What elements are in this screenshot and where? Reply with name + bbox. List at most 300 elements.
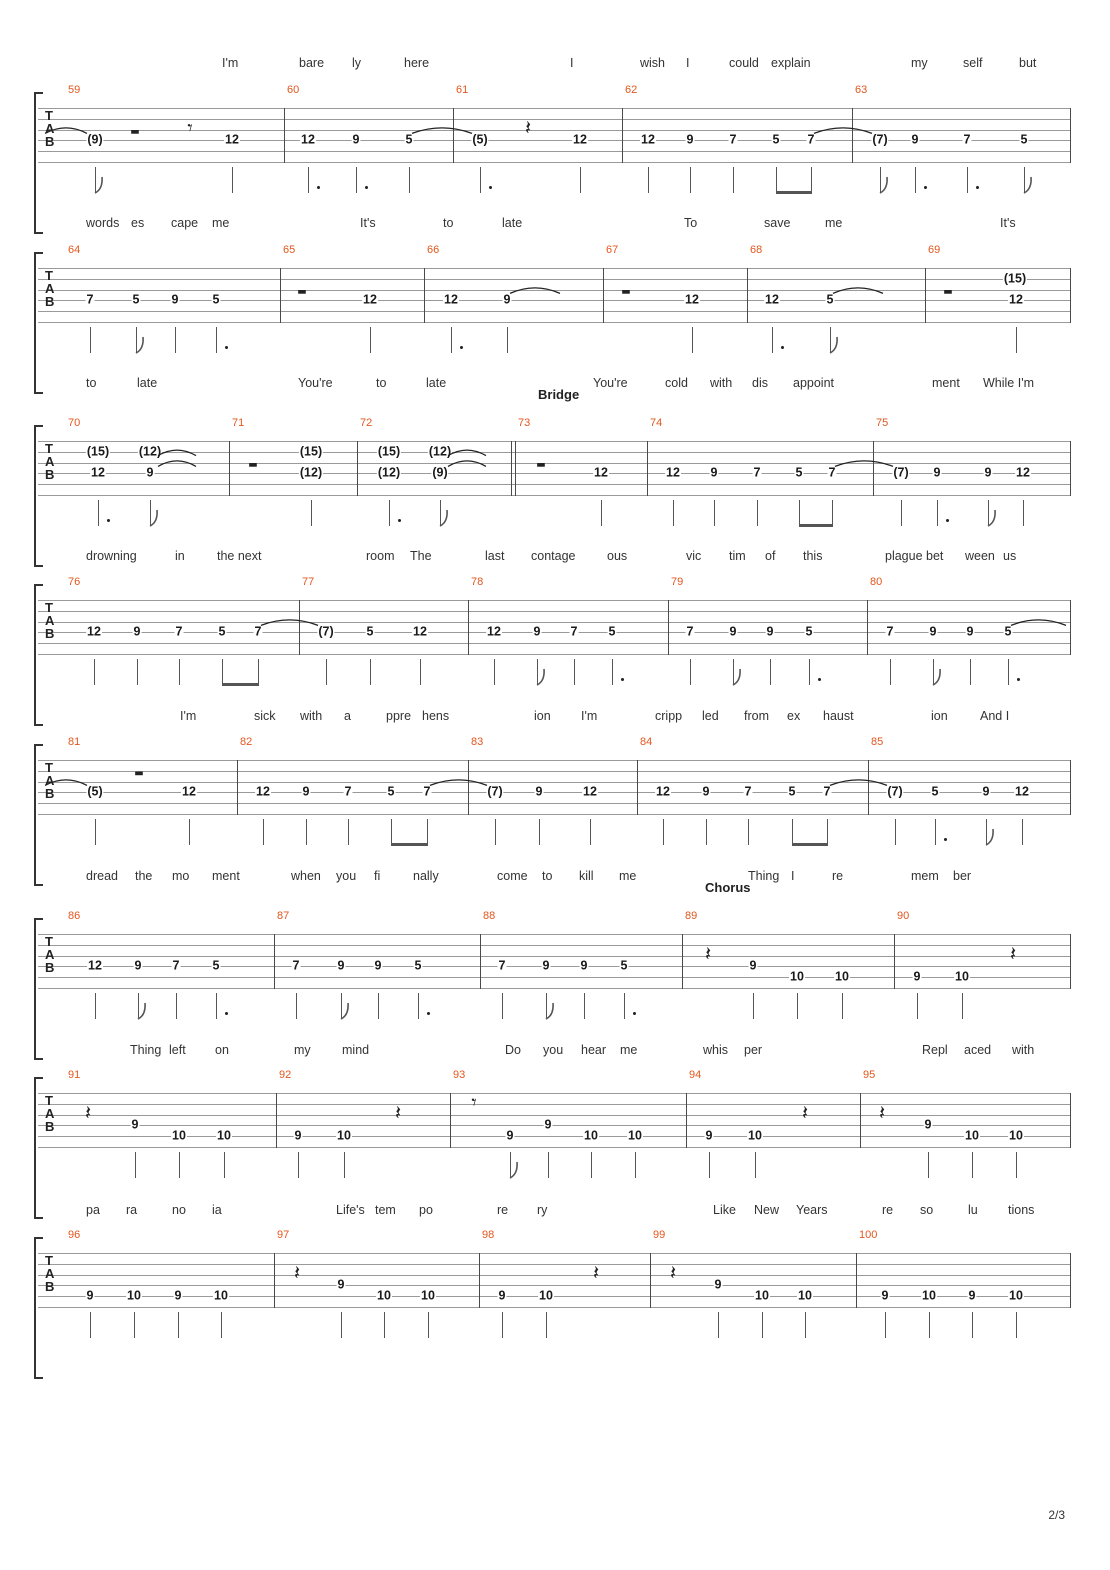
barline xyxy=(237,760,238,815)
fret-number: 10 xyxy=(755,1288,769,1303)
note-stem xyxy=(663,819,664,845)
rhythm-dot xyxy=(225,346,228,349)
note-stem xyxy=(389,500,390,526)
lyric-syllable: us xyxy=(1003,549,1017,563)
note-stem xyxy=(928,1152,929,1178)
lyric-syllable: contage xyxy=(531,549,576,563)
measure-number: 91 xyxy=(68,1069,81,1081)
fret-number: (12) xyxy=(138,444,162,459)
fret-number: 9 xyxy=(86,1288,94,1303)
fret-number: 10 xyxy=(584,1128,598,1143)
fret-number: 7 xyxy=(423,784,431,799)
fret-number: 9 xyxy=(911,132,919,147)
barline xyxy=(856,1253,857,1308)
note-stem xyxy=(308,167,309,193)
lyric-syllable: re xyxy=(497,1203,509,1217)
fret-number: 9 xyxy=(131,1117,139,1132)
measure-number: 74 xyxy=(650,417,663,429)
staff-line xyxy=(38,934,1070,935)
measure-number: 82 xyxy=(240,736,253,748)
rest-symbol: ▬ xyxy=(134,767,144,779)
lyric-syllable: I'm xyxy=(581,709,598,723)
lyric-syllable: you xyxy=(543,1043,564,1057)
lyric-syllable: dis xyxy=(752,376,768,390)
tab-clef-b: B xyxy=(45,960,55,975)
note-stem xyxy=(718,1312,719,1338)
lyric-syllable: of xyxy=(765,549,776,563)
fret-number: 10 xyxy=(798,1288,812,1303)
fret-number: 9 xyxy=(729,624,737,639)
rest-symbol: ▬ xyxy=(943,286,953,298)
note-stem xyxy=(901,500,902,526)
note-stem xyxy=(95,993,96,1019)
note-stem xyxy=(510,1152,511,1178)
lyric-syllable: Do xyxy=(505,1043,521,1057)
system-bracket xyxy=(34,252,43,394)
barline xyxy=(637,760,638,815)
fret-number: 5 xyxy=(212,958,220,973)
barline xyxy=(925,268,926,323)
staff-line xyxy=(38,1104,1070,1105)
staff-line xyxy=(38,130,1070,131)
fret-number: 10 xyxy=(790,969,804,984)
note-stem xyxy=(917,993,918,1019)
fret-number: 10 xyxy=(748,1128,762,1143)
barline xyxy=(284,108,285,163)
fret-number: 9 xyxy=(352,132,360,147)
note-flag xyxy=(537,669,544,685)
staff-line xyxy=(38,945,1070,946)
rhythm-dot xyxy=(781,346,784,349)
fret-number: 9 xyxy=(881,1288,889,1303)
tab-clef-t: T xyxy=(45,934,53,949)
lyric-syllable: I xyxy=(791,869,795,883)
note-stem xyxy=(809,659,810,685)
staff-line xyxy=(38,311,1070,312)
lyric-syllable: New xyxy=(754,1203,780,1217)
note-stem xyxy=(298,1152,299,1178)
barline xyxy=(873,441,874,496)
note-stem xyxy=(136,327,137,353)
measure-number: 62 xyxy=(625,84,638,96)
fret-number: 10 xyxy=(1009,1128,1023,1143)
fret-number: 7 xyxy=(686,624,694,639)
rest-symbol: ▬ xyxy=(248,459,258,471)
note-stem xyxy=(502,1312,503,1338)
fret-number: 12 xyxy=(594,465,608,480)
staff-line xyxy=(38,452,1070,453)
lyric-syllable: my xyxy=(294,1043,311,1057)
note-stem xyxy=(451,327,452,353)
tab-clef-b: B xyxy=(45,467,55,482)
lyric-syllable: aced xyxy=(964,1043,992,1057)
note-flag xyxy=(341,1003,348,1019)
fret-number: 12 xyxy=(413,624,427,639)
fret-number: 7 xyxy=(823,784,831,799)
fret-number: 12 xyxy=(444,292,458,307)
tab-clef-a: A xyxy=(45,1266,55,1281)
staff-line xyxy=(38,1136,1070,1137)
note-stem xyxy=(986,819,987,845)
lyric-syllable: last xyxy=(485,549,505,563)
note-flag xyxy=(150,510,157,526)
fret-number: 5 xyxy=(931,784,939,799)
fret-number: 9 xyxy=(542,958,550,973)
fret-number: (7) xyxy=(872,132,888,147)
fret-number: 10 xyxy=(421,1288,435,1303)
lyric-syllable: While I'm xyxy=(983,376,1035,390)
staff-line xyxy=(38,654,1070,655)
rest-symbol: 𝄽 xyxy=(669,1260,677,1285)
lyric-syllable: this xyxy=(803,549,823,563)
fret-number: 9 xyxy=(134,958,142,973)
note-flag xyxy=(933,669,940,685)
measure-number: 88 xyxy=(483,910,496,922)
fret-number: (5) xyxy=(87,784,103,799)
note-stem xyxy=(733,659,734,685)
tab-clef-b: B xyxy=(45,294,55,309)
staff-line xyxy=(38,1285,1070,1286)
barline xyxy=(622,108,623,163)
barline xyxy=(867,600,868,655)
lyric-syllable: with xyxy=(1012,1043,1035,1057)
note-stem xyxy=(90,327,91,353)
measure-number: 72 xyxy=(360,417,373,429)
barline xyxy=(647,441,648,496)
lyric-syllable: vic xyxy=(686,549,702,563)
barline xyxy=(229,441,230,496)
barline xyxy=(280,268,281,323)
fret-number: (12) xyxy=(299,465,323,480)
note-stem xyxy=(1008,659,1009,685)
measure-number: 100 xyxy=(859,1229,878,1241)
staff-line xyxy=(38,1253,1070,1254)
staff-line xyxy=(38,1296,1070,1297)
note-stem xyxy=(428,1312,429,1338)
section-label: Bridge xyxy=(538,387,580,402)
rest-symbol: 𝄽 xyxy=(592,1260,600,1285)
note-stem xyxy=(179,659,180,685)
fret-number: 9 xyxy=(302,784,310,799)
system-bracket xyxy=(34,744,43,886)
lyric-syllable: mo xyxy=(172,869,190,883)
fret-number: 5 xyxy=(788,784,796,799)
lyric-syllable: mem xyxy=(911,869,939,883)
lyric-syllable: explain xyxy=(771,56,811,70)
barline xyxy=(468,760,469,815)
lyric-syllable: kill xyxy=(579,869,594,883)
fret-number: 12 xyxy=(91,465,105,480)
lyric-syllable: Thing xyxy=(130,1043,162,1057)
measure-number: 60 xyxy=(287,84,300,96)
rest-symbol: 𝄽 xyxy=(704,941,712,966)
fret-number: 9 xyxy=(984,465,992,480)
lyric-syllable: ry xyxy=(537,1203,548,1217)
note-stem xyxy=(935,819,936,845)
fret-number: 9 xyxy=(766,624,774,639)
lyric-syllable: ly xyxy=(352,56,362,70)
double-barline xyxy=(682,934,683,989)
note-stem xyxy=(811,167,812,193)
measure-number: 69 xyxy=(928,244,941,256)
note-stem xyxy=(929,1312,930,1338)
note-stem xyxy=(890,659,891,685)
note-flag xyxy=(138,1003,145,1019)
note-flag xyxy=(1024,177,1031,193)
note-stem xyxy=(370,327,371,353)
note-flag xyxy=(546,1003,553,1019)
note-stem xyxy=(296,993,297,1019)
fret-number: 10 xyxy=(1009,1288,1023,1303)
note-stem xyxy=(574,659,575,685)
rhythm-dot xyxy=(317,186,320,189)
barline xyxy=(479,1253,480,1308)
note-stem xyxy=(179,1152,180,1178)
lyric-syllable: ous xyxy=(607,549,628,563)
note-stem xyxy=(832,500,833,526)
note-stem xyxy=(221,1312,222,1338)
measure-number: 81 xyxy=(68,736,81,748)
measure-number: 96 xyxy=(68,1229,81,1241)
measure-number: 90 xyxy=(897,910,910,922)
fret-number: 9 xyxy=(929,624,937,639)
lyric-syllable: You're xyxy=(593,376,628,390)
measure-number: 84 xyxy=(640,736,653,748)
rest-symbol: 𝄾 xyxy=(471,1089,477,1114)
fret-number: 10 xyxy=(835,969,849,984)
barline xyxy=(453,108,454,163)
tab-clef-a: A xyxy=(45,947,55,962)
fret-number: 12 xyxy=(1009,292,1023,307)
measure-number: 94 xyxy=(689,1069,702,1081)
fret-number: 7 xyxy=(807,132,815,147)
page-number: 2/3 xyxy=(1048,1508,1065,1522)
lyric-syllable: Repl xyxy=(922,1043,948,1057)
section-label: Chorus xyxy=(705,880,751,895)
lyric-syllable: a xyxy=(344,709,351,723)
note-stem xyxy=(258,659,259,685)
note-stem xyxy=(590,819,591,845)
staff-line xyxy=(38,1264,1070,1265)
lyric-syllable: led xyxy=(702,709,719,723)
double-barline xyxy=(511,441,512,496)
lyric-syllable: I xyxy=(570,56,574,70)
note-flag xyxy=(880,177,887,193)
rhythm-dot xyxy=(944,838,947,841)
tab-clef-t: T xyxy=(45,1093,53,1108)
note-stem xyxy=(135,1152,136,1178)
note-stem xyxy=(799,500,800,526)
fret-number: 9 xyxy=(686,132,694,147)
note-stem xyxy=(494,659,495,685)
lyric-syllable: tem xyxy=(375,1203,396,1217)
lyric-syllable: you xyxy=(336,869,357,883)
fret-number: (15) xyxy=(377,444,401,459)
fret-number: 12 xyxy=(87,624,101,639)
note-stem xyxy=(635,1152,636,1178)
fret-number: 9 xyxy=(966,624,974,639)
barline xyxy=(299,600,300,655)
fret-number: 9 xyxy=(749,958,757,973)
note-stem xyxy=(827,819,828,845)
note-stem xyxy=(216,327,217,353)
rhythm-dot xyxy=(489,186,492,189)
note-flag xyxy=(95,177,102,193)
note-stem xyxy=(502,993,503,1019)
fret-number: 9 xyxy=(294,1128,302,1143)
note-stem xyxy=(988,500,989,526)
tab-clef-a: A xyxy=(45,773,55,788)
note-beam xyxy=(391,843,428,846)
staff-line xyxy=(38,151,1070,152)
tab-clef-b: B xyxy=(45,1119,55,1134)
note-stem xyxy=(95,819,96,845)
measure-number: 80 xyxy=(870,576,883,588)
fret-number: 7 xyxy=(744,784,752,799)
tab-clef-b: B xyxy=(45,626,55,641)
note-stem xyxy=(748,819,749,845)
fret-number: 12 xyxy=(363,292,377,307)
fret-number: (15) xyxy=(1003,271,1027,286)
fret-number: 7 xyxy=(498,958,506,973)
rhythm-dot xyxy=(225,1012,228,1015)
fret-number: 5 xyxy=(608,624,616,639)
measure-number: 99 xyxy=(653,1229,666,1241)
staff-line xyxy=(38,473,1070,474)
rhythm-dot xyxy=(107,519,110,522)
note-stem xyxy=(176,993,177,1019)
lyric-syllable: It's xyxy=(360,216,376,230)
fret-number: (5) xyxy=(472,132,488,147)
lyric-syllable: And I xyxy=(980,709,1010,723)
staff-line xyxy=(38,988,1070,989)
staff-line xyxy=(38,290,1070,291)
lyric-syllable: on xyxy=(215,1043,229,1057)
rhythm-dot xyxy=(365,186,368,189)
barline xyxy=(274,934,275,989)
note-stem xyxy=(962,993,963,1019)
lyric-syllable: ment xyxy=(212,869,240,883)
lyric-syllable: self xyxy=(963,56,983,70)
note-stem xyxy=(216,993,217,1019)
note-flag xyxy=(440,510,447,526)
barline xyxy=(1070,934,1071,989)
fret-number: 10 xyxy=(127,1288,141,1303)
fret-number: 9 xyxy=(924,1117,932,1132)
measure-number: 83 xyxy=(471,736,484,748)
note-stem xyxy=(967,167,968,193)
fret-number: (7) xyxy=(487,784,503,799)
fret-number: 5 xyxy=(1020,132,1028,147)
lyric-syllable: to xyxy=(86,376,97,390)
staff-line xyxy=(38,119,1070,120)
fret-number: 10 xyxy=(172,1128,186,1143)
fret-number: 7 xyxy=(344,784,352,799)
lyric-syllable: ia xyxy=(212,1203,222,1217)
staff-line xyxy=(38,966,1070,967)
note-stem xyxy=(548,1152,549,1178)
fret-number: 7 xyxy=(570,624,578,639)
measure-number: 93 xyxy=(453,1069,466,1081)
rest-symbol: ▬ xyxy=(536,459,546,471)
note-beam xyxy=(799,524,833,527)
note-stem xyxy=(507,327,508,353)
system-bracket xyxy=(34,92,43,234)
note-stem xyxy=(970,659,971,685)
note-stem xyxy=(546,993,547,1019)
note-stem xyxy=(690,659,691,685)
tab-clef-b: B xyxy=(45,786,55,801)
fret-number: 12 xyxy=(685,292,699,307)
staff-line xyxy=(38,1147,1070,1148)
fret-number: 12 xyxy=(225,132,239,147)
rest-symbol: 𝄽 xyxy=(878,1100,886,1125)
lyric-syllable: es xyxy=(131,216,145,230)
fret-number: 5 xyxy=(387,784,395,799)
measure-number: 67 xyxy=(606,244,619,256)
fret-number: 10 xyxy=(217,1128,231,1143)
lyric-syllable: room xyxy=(366,549,395,563)
measure-number: 79 xyxy=(671,576,684,588)
fret-number: 9 xyxy=(968,1288,976,1303)
staff-line xyxy=(38,643,1070,644)
rest-symbol: 𝄽 xyxy=(801,1100,809,1125)
note-stem xyxy=(537,659,538,685)
tab-clef-b: B xyxy=(45,134,55,149)
measure-number: 64 xyxy=(68,244,81,256)
staff-line xyxy=(38,1115,1070,1116)
rest-symbol: 𝄽 xyxy=(84,1100,92,1125)
note-stem xyxy=(706,819,707,845)
rhythm-dot xyxy=(1017,678,1020,681)
barline xyxy=(276,1093,277,1148)
lyric-syllable: from xyxy=(744,709,769,723)
barline xyxy=(1070,268,1071,323)
lyric-syllable: plague bet xyxy=(885,549,944,563)
note-stem xyxy=(757,500,758,526)
fret-number: 9 xyxy=(337,958,345,973)
tab-clef-t: T xyxy=(45,108,53,123)
lyric-syllable: save xyxy=(764,216,791,230)
rest-symbol: ▬ xyxy=(130,126,140,138)
note-stem xyxy=(94,659,95,685)
barline xyxy=(515,441,516,496)
rest-symbol: 𝄽 xyxy=(293,1260,301,1285)
fret-number: (12) xyxy=(377,465,401,480)
lyric-syllable: me xyxy=(825,216,843,230)
note-stem xyxy=(138,993,139,1019)
barline xyxy=(1070,441,1071,496)
lyric-syllable: I xyxy=(686,56,690,70)
fret-number: 5 xyxy=(795,465,803,480)
staff-line xyxy=(38,279,1070,280)
fret-number: 10 xyxy=(377,1288,391,1303)
lyric-syllable: mind xyxy=(342,1043,370,1057)
note-stem xyxy=(714,500,715,526)
fret-number: 9 xyxy=(503,292,511,307)
lyric-syllable: Thing xyxy=(748,869,780,883)
fret-number: 12 xyxy=(666,465,680,480)
note-stem xyxy=(1016,327,1017,353)
measure-number: 63 xyxy=(855,84,868,96)
lyric-syllable: my xyxy=(911,56,928,70)
system-bracket xyxy=(34,425,43,567)
lyric-syllable: could xyxy=(729,56,759,70)
note-stem xyxy=(885,1312,886,1338)
fret-number: 12 xyxy=(1015,784,1029,799)
lyric-syllable: whis xyxy=(703,1043,729,1057)
measure-number: 92 xyxy=(279,1069,292,1081)
